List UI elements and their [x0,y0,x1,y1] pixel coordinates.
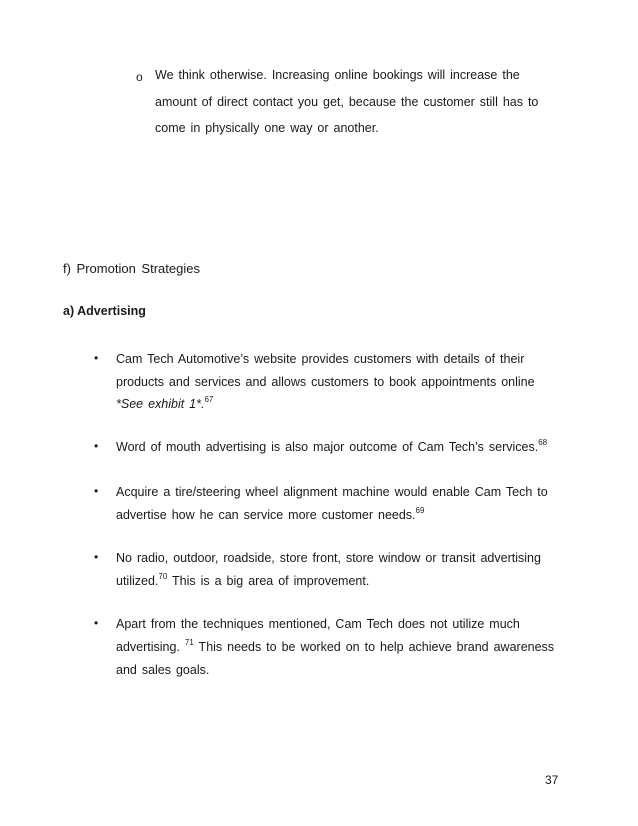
bullet-5-text-pre: advertising. [116,640,185,654]
sub-bullet-line-2: amount of direct contact you get, because the customer still has to [155,95,539,109]
section-heading: f) Promotion Strategies [63,261,200,276]
bullet-marker: • [94,439,99,453]
page-number: 37 [545,773,559,787]
bullet-1-line-3 [116,397,213,411]
subsection-heading: a) Advertising [63,304,146,318]
bullet-1-line-2: products and services and allows customers to book appointments online [116,375,535,389]
bullet-4-line-2 [116,574,369,588]
footnote-ref-71: 71 [184,638,194,647]
bullet-4-text-post: This is a big area of improvement. [167,574,370,588]
bullet-5-line-1: Apart from the techniques mentioned, Cam Tech does not utilize much [116,617,520,631]
exhibit-reference: *See exhibit 1*. [116,397,205,411]
bullet-2-line-1 [116,440,547,454]
footnote-ref-68: 68 [538,438,548,447]
footnote-ref-67: 67 [204,395,214,404]
bullet-marker: • [94,484,99,498]
sub-bullet-line-1: We think otherwise. Increasing online bookings will increase the [155,68,520,82]
bullet-marker: • [94,616,99,630]
footnote-ref-69: 69 [415,506,425,515]
bullet-2-text: Word of mouth advertising is also major outcome of Cam Tech’s services. [116,440,539,454]
bullet-5-line-2 [116,640,554,654]
bullet-4-text-pre: utilized. [116,574,159,588]
bullet-5-line-3: and sales goals. [116,663,210,677]
bullet-marker: • [94,550,99,564]
sub-bullet-line-3: come in physically one way or another. [155,121,379,135]
bullet-marker: • [94,351,99,365]
bullet-1-line-1: Cam Tech Automotive’s website provides customers with details of their [116,352,525,366]
bullet-3-line-2 [116,508,424,522]
sub-bullet-marker: o [136,70,143,84]
bullet-3-line-1: Acquire a tire/steering wheel alignment machine would enable Cam Tech to [116,485,548,499]
bullet-4-line-1: No radio, outdoor, roadside, store front, store window or transit advertising [116,551,541,565]
footnote-ref-70: 70 [158,572,168,581]
bullet-3-text: advertise how he can service more customer needs. [116,508,416,522]
bullet-5-text-post: This needs to be worked on to help achieve brand awareness [193,640,555,654]
